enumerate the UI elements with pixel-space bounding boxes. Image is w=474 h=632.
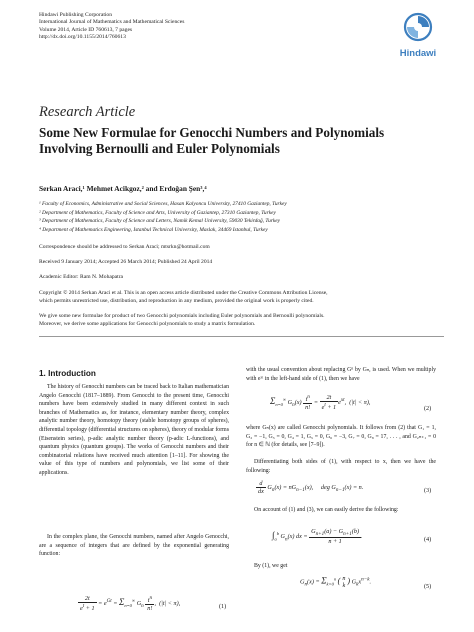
abstract-line-2: Moreover, we derive some applications for Genocchi polynomials to study a matrix formulation.: [39, 321, 256, 327]
affiliation-1: ¹ Faculty of Economics, Administrative and Social Sciences, Hasan Kalyoncu University, 27410 Gaziantep, Turkey: [39, 201, 287, 207]
copyright-notice: [39, 289, 444, 305]
equation-1-number: (1): [219, 603, 227, 610]
right-paragraph-3: Differentiating both sides of (1), with respect to x, then we have the following:: [246, 459, 436, 474]
affiliation-3: ³ Department of Mathematics, Faculty of Science and Letters, Namik Kemal University, 59030 Tekirdağ, Turkey: [39, 218, 281, 225]
volume-info: Volume 2014, Article ID 760613, 7 pages: [39, 26, 133, 33]
equation-5-number: (5): [424, 583, 432, 590]
doi-link[interactable]: http://dx.doi.org/10.1155/2014/760613: [39, 33, 126, 40]
equation-1: $\frac{2t}{e^t + 1}$ = $e^{Gt} = \Sigma_{n=0}^\infty$ $G_n$ $\frac{t^n}{n!}$ , (|t| < π),: [80, 595, 181, 613]
right-paragraph-1: with the usual convention about replacing Gⁿ by Gₙ, is used. When we multiply with eˣᵗ in the left-hand side of (1), then we have: [246, 367, 436, 382]
equation-5: $G_n(x) = \Sigma_{k=0}^n$ ( n k ) $G_kx^{n-k}$.: [300, 575, 372, 589]
right-paragraph-5: By (1), we get: [254, 563, 288, 569]
author-list: Serkan Araci,¹ Mehmet Acikgoz,² and Erdoğan Şen³,⁴: [39, 184, 207, 193]
publisher-name: Hindawi Publishing Corporation: [39, 12, 113, 18]
affiliation-2: ² Department of Mathematics, Faculty of Science and Arts, University of Gaziantep, 27310 Gaziantep, Turkey: [39, 209, 276, 216]
academic-editor: Academic Editor: Ram N. Mohapatra: [39, 274, 124, 280]
hindawi-logo-icon: [403, 12, 433, 42]
intro-paragraph-1: The history of Genocchi numbers can be traced back to Italian mathematician Angelo Genocchi (1817–1889). From Genocchi to the present time, Genocchi numbers have been extensively studied in many different context in such branches of Mathematics as, for instance, elementary number theory, complex analytic number theory, homotopy theory (stable homotopy groups of spheres), differential topology (differential structures on spheres), theory of modular forms (Eisenstein series), p-adic analytic number theory (p-adic L-functions), and quantum physics (quantum groups). The works of Genocchi numbers and their combinatorial relations have received much attention [1–11]. For showing the value of this type of numbers and polynomials, we list some of their applications.: [39, 384, 229, 476]
intro-paragraph-2: In the complex plane, the Genocchi numbers, named after Angelo Genocchi, are a sequence of integers that are defined by the exponential generating function:: [39, 534, 229, 558]
abstract-divider: [39, 336, 444, 337]
logo-text: Hindawi: [399, 48, 437, 59]
affiliation-4: ⁴ Department of Mathematics Engineering, Istanbul Technical University, Maslak, 34469 Istanbul, Turkey: [39, 226, 268, 233]
equation-3: $\frac{d}{dx}$ $G_n(x) = nG_{n-1}(x)$, deg $G_{n-1}(x) = n$.: [258, 480, 364, 495]
article-dates: Received 9 January 2014; Accepted 26 March 2014; Published 24 April 2014: [39, 259, 213, 265]
right-paragraph-4: On account of (1) and (3), we can easily derive the following:: [254, 507, 399, 513]
copyright-line-2: which permits unrestricted use, distribution, and reproduction in any medium, provided the original work is properly cited.: [39, 298, 314, 304]
journal-header: [39, 12, 184, 41]
correspondence: Correspondence should be addressed to Serkan Araci; mtsrkn@hotmail.com: [39, 244, 210, 250]
section-heading: 1. Introduction: [39, 369, 96, 378]
copyright-line-1: Copyright © 2014 Serkan Araci et al. This is an open access article distributed under the Creative Commons Attribution License,: [39, 290, 328, 296]
equation-4-number: (4): [424, 536, 432, 543]
title-line-1: Some New Formulae for Genocchi Numbers and Polynomials: [39, 125, 385, 140]
abstract-line-1: We give some new formulae for product of two Genocchi polynomials including Euler polynomials and Bernoulli polynomials.: [39, 313, 325, 319]
hindawi-logo: [394, 12, 442, 59]
affiliations: [39, 200, 287, 234]
article-type: Research Article: [39, 104, 136, 120]
title-line-2: Involving Bernoulli and Euler Polynomials: [39, 141, 280, 156]
equation-2-number: (2): [424, 405, 432, 412]
right-paragraph-2: where Gₙ(x) are called Genocchi polynomials. It follows from (2) that G₁ = 1, G₂ = −1, G₃ = 0, G₄ = 1, G₅ = 0, G₆ = −3, G₇ = 0, G₈ = 17, . . . , and G₂ₙ₊₁ = 0 for n ∈ ℕ (for details, see [7–9]).: [246, 425, 436, 449]
equation-3-number: (3): [424, 487, 432, 494]
equation-2: $\Sigma_{n=0}^\infty$ $G_n(x)$ $\frac{t^n}{n!}$ = $\frac{2t}{e^t + 1}$ $e^{xt}$, (|t| < π),: [270, 394, 371, 412]
abstract: [39, 312, 444, 328]
journal-name: International Journal of Mathematics and Mathematical Sciences: [39, 19, 185, 26]
equation-4: $\int_a^b$ $G_n(x)$ dx = $\frac{G_{n+1}(a) - G_{n+1}(b)}{n + 1}$ .: [272, 528, 363, 546]
paper-title: [39, 125, 439, 157]
